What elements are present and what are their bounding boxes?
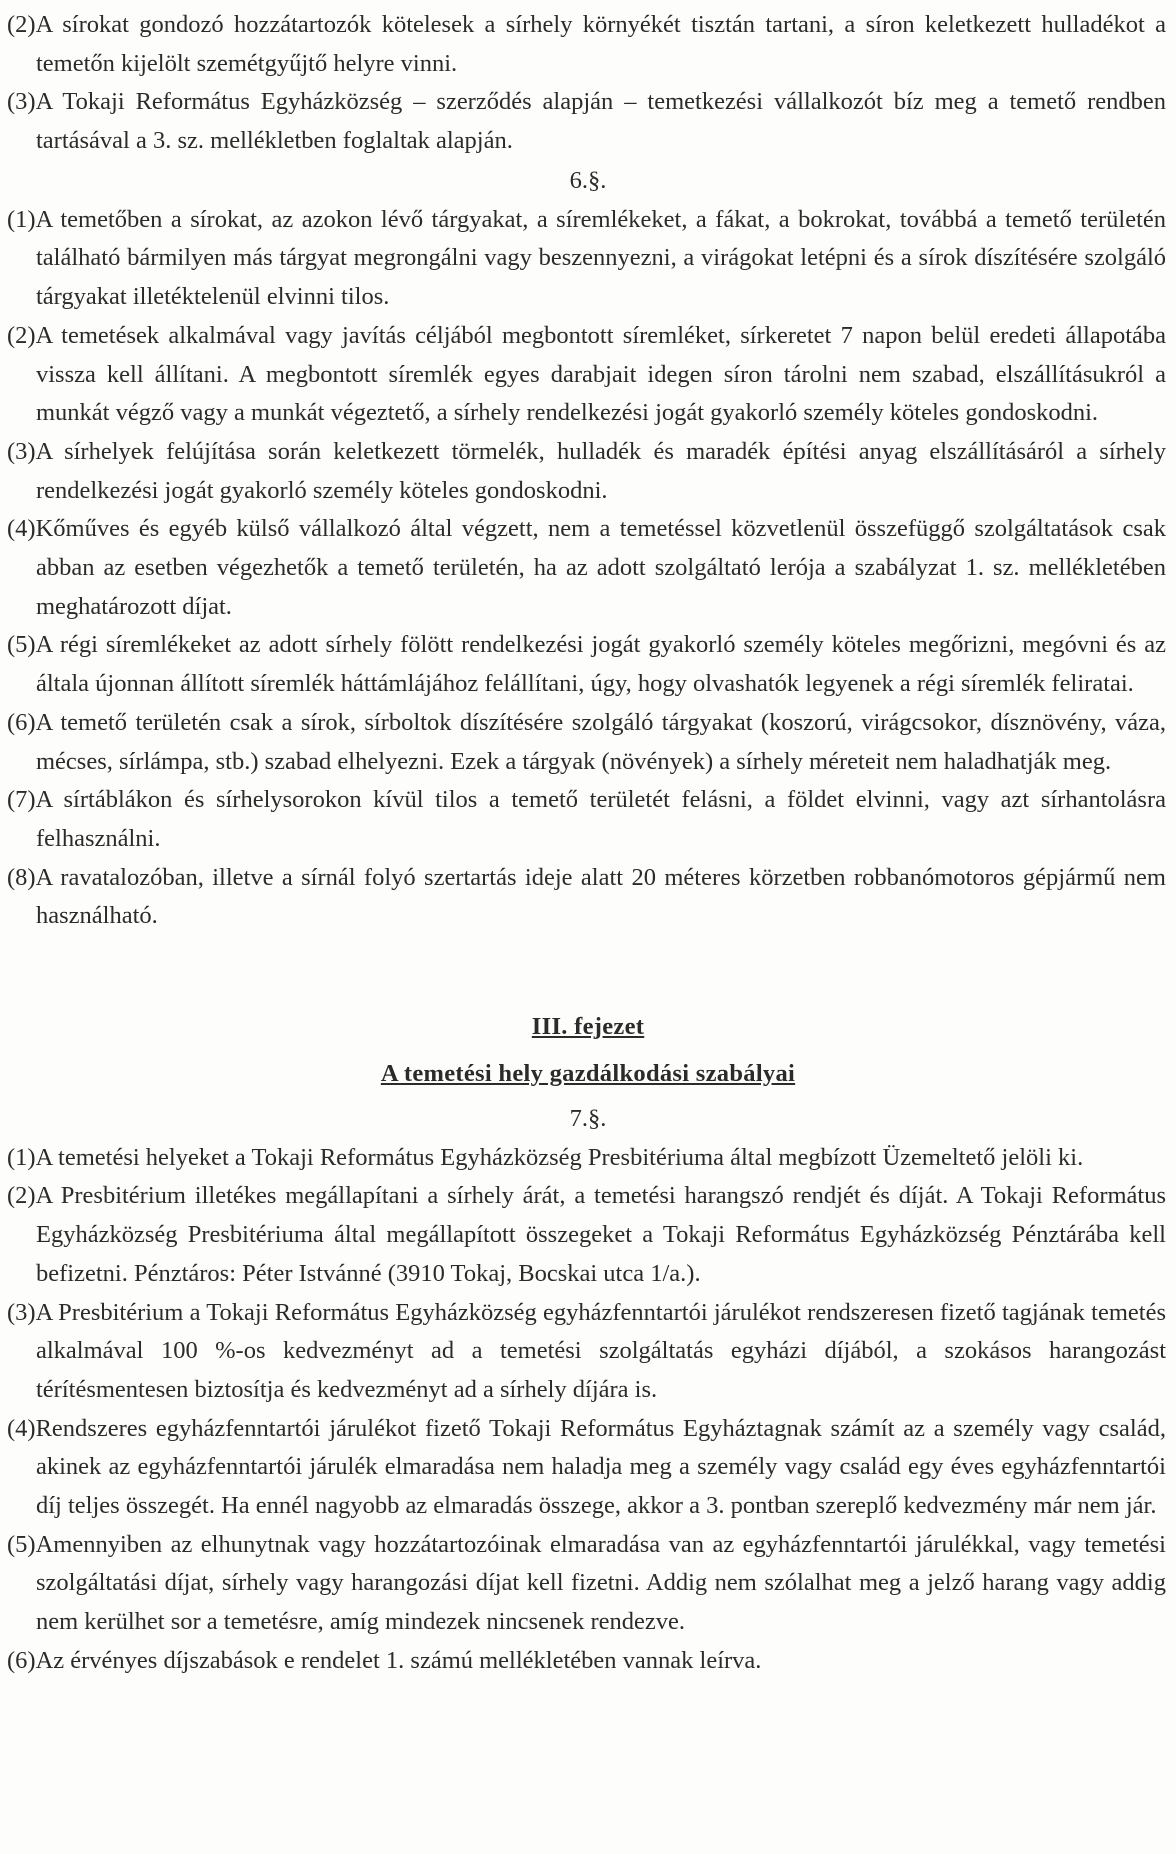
paragraph-7-1: (1)A temetési helyeket a Tokaji Református Egyházközség Presbitériuma által megbízott Üzemeltető jelöli ki. [7,1143,1084,1171]
chapter-title: III. fejezet [531,1013,645,1040]
chapter-heading [0,1008,1176,1093]
paragraph-7-2: (2)A Presbitérium illetékes megállapítani a sírhely árát, a temetési harangszó rendjét és díját. A Tokaji Református Egyházközség Presbitériuma által megállapított összegeket a Tokaji Református Egyházközség Pénztárába kell befizetni. Pénztáros: Péter Istvánné (3910 Tokaj, Bocskai utca 1/a.). [7,1182,1166,1287]
section-6 [0,162,1176,936]
paragraph-5-2: (2)A sírokat gondozó hozzátartozók kötelesek a sírhely környékét tisztán tartani, a síron keletkezett hulladékot a temetőn kijelölt szemétgyűjtő helyre vinni. [7,11,1166,77]
paragraph-6-7: (7)A sírtáblákon és sírhelysorokon kívül tilos a temető területét felásni, a földet elvinni, vagy azt sírhantolásra felhasználni. [7,786,1166,852]
section-7 [0,1100,1176,1681]
paragraph-5-3: (3)A Tokaji Református Egyházközség – szerződés alapján – temetkezési vállalkozót bíz meg a temető rendben tartásával a 3. sz. mellékletben foglaltak alapján. [7,88,1166,155]
paragraph-7-6: (6)Az érvényes díjszabások e rendelet 1. számú mellékletében vannak leírva. [7,1646,762,1674]
paragraph-6-6: (6)A temető területén csak a sírok, sírboltok díszítésére szolgáló tárgyakat (koszorú, virágcsokor, dísznövény, váza, mécses, sírlámpa, stb.) szabad elhelyezni. Ezek a tárgyak (növények) a sírhely méreteit nem haladhatják meg. [7,708,1166,775]
paragraph-7-5: (5)Amennyiben az elhunytnak vagy hozzátartozóinak elmaradása van az egyházfenntartói járulékkal, vagy temetési szolgáltatási díjat, sírhely vagy harangozási díjat kell fizetni. Addig nem szólalhat meg a jelző harang vagy addig nem kerülhet sor a temetésre, amíg mindezek nincsenek rendezve. [7,1530,1166,1636]
paragraph-6-8: (8)A ravatalozóban, illetve a sírnál folyó szertartás ideje alatt 20 méteres körzetben robbanómotoros gépjármű nem használható. [7,863,1166,930]
paragraph-6-3: (3)A sírhelyek felújítása során keletkezett törmelék, hulladék és maradék építési anyag elszállításáról a sírhely rendelkezési jogát gyakorló személy köteles gondoskodni. [7,437,1166,504]
chapter-subtitle: A temetési hely gazdálkodási szabályai [380,1059,796,1087]
section-mark-6: 6.§. [569,167,607,194]
paragraph-6-4: (4)Kőműves és egyéb külső vállalkozó által végzett, nem a temetéssel közvetlenül összefüggő szolgáltatások csak abban az esetben végezhetők a temető területén, ha az adott szolgáltató lerója a szabályzat 1. sz. mellékletében meghatározott díjat. [7,515,1166,620]
paragraph-7-3: (3)A Presbitérium a Tokaji Református Egyházközség egyházfenntartói járulékot rendszeresen fizető tagjának temetés alkalmával 100 %-os kedvezményt ad a temetési szolgáltatás egyházi díjából, a szokásos harangozást térítésmentesen biztosítja és kedvezményt ad a sírhely díjára is. [7,1298,1166,1403]
section-mark-7: 7.§. [569,1105,607,1132]
paragraph-6-5: (5)A régi síremlékeket az adott sírhely fölött rendelkezési jogát gyakorló személy köteles megőrizni, megóvni és az általa újonnan állított síremlék háttámlájához felállítani, úgy, hogy olvashatók legyenek a régi síremlék feliratai. [7,631,1166,698]
paragraph-6-2: (2)A temetések alkalmával vagy javítás céljából megbontott síremléket, sírkeretet 7 napon belül eredeti állapotába vissza kell állítani. A megbontott síremlék egyes darabjait idegen síron tárolni nem szabad, elszállításukról a munkát végző vagy a munkát végeztető, a sírhely rendelkezési jogát gyakorló személy köteles gondoskodni. [7,321,1166,427]
top-paragraphs [0,6,1176,161]
paragraph-7-4: (4)Rendszeres egyházfenntartói járulékot fizető Tokaji Református Egyháztagnak számít az a személy vagy család, akinek az egyházfenntartói járulék elmaradása nem haladja meg a személy vagy család egy éves egyházfenntartói díj teljes összegét. Ha ennél nagyobb az elmaradás összege, akkor a 3. pontban szereplő kedvezmény már nem jár. [7,1414,1166,1520]
paragraph-6-1: (1)A temetőben a sírokat, az azokon lévő tárgyakat, a síremlékeket, a fákat, a bokrokat, továbbá a temető területén található bármilyen más tárgyat megrongálni vagy beszennyezni, a virágokat letépni és a sírok díszítésére szolgáló tárgyakat illetéktelenül elvinni tilos. [7,205,1166,311]
